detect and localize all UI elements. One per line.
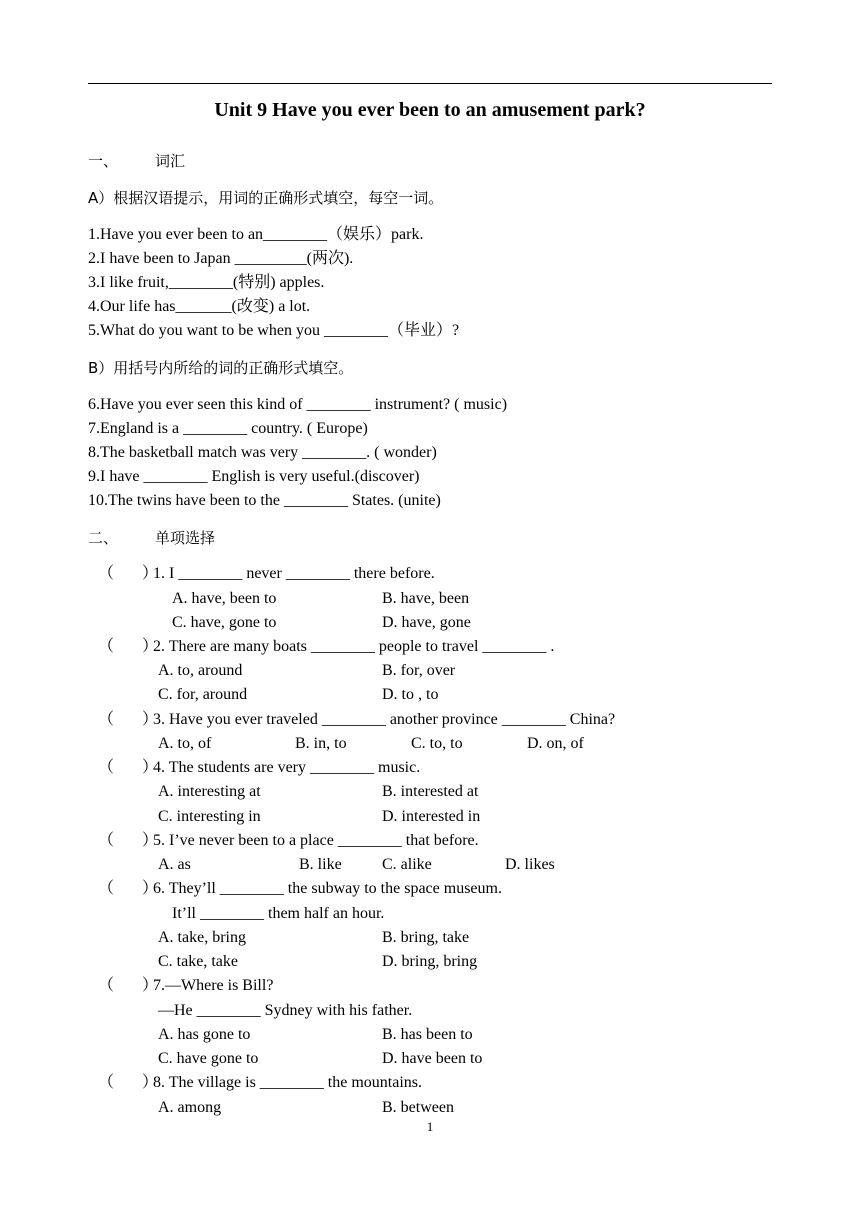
question-7-option-d: D. have been to <box>382 1050 483 1067</box>
question-7-option-b: B. has been to <box>382 1026 473 1043</box>
question-7-stem: 7.—Where is Bill? <box>153 977 274 994</box>
partB-item-8: 8.The basketball match was very ________. ( wonder) <box>88 444 437 461</box>
partA-item-5: 5.What do you want to be when you ________（毕业）? <box>88 322 460 339</box>
question-4-option-c: C. interesting in <box>158 808 261 825</box>
answer-blank-8[interactable]: （ ） <box>98 1074 159 1091</box>
question-7-option-a: A. has gone to <box>158 1026 251 1043</box>
answer-blank-7[interactable]: （ ） <box>98 977 159 994</box>
question-2-option-d: D. to , to <box>382 686 439 703</box>
partA-item-2: 2.I have been to Japan _________(两次). <box>88 250 354 267</box>
question-3-option-c: C. to, to <box>411 735 463 752</box>
section1-name: 词汇 <box>155 152 186 170</box>
partB-item-9: 9.I have ________ English is very useful.(discover) <box>88 468 420 485</box>
partB-item-7: 7.England is a ________ country. ( Europe) <box>88 420 368 437</box>
answer-blank-2[interactable]: （ ） <box>98 638 159 655</box>
partB-item-10: 10.The twins have been to the ________ States. (unite) <box>88 492 441 509</box>
question-5-stem: 5. I’ve never been to a place ________ that before. <box>153 832 479 849</box>
question-4-stem: 4. The students are very ________ music. <box>153 759 421 776</box>
question-2-option-a: A. to, around <box>158 662 243 679</box>
question-4-option-d: D. interested in <box>382 808 481 825</box>
answer-blank-4[interactable]: （ ） <box>98 759 159 776</box>
partA-item-3: 3.I like fruit,________(特别) apples. <box>88 274 325 291</box>
question-3-stem: 3. Have you ever traveled ________ another province ________ China? <box>153 711 616 728</box>
page-title: Unit 9 Have you ever been to an amusement park? <box>214 99 646 121</box>
page-number: 1 <box>426 1119 434 1134</box>
question-7-stem-line2: —He ________ Sydney with his father. <box>158 1002 413 1019</box>
question-8-option-a: A. among <box>158 1099 222 1116</box>
question-1-option-d: D. have, gone <box>382 614 471 631</box>
question-2-option-c: C. for, around <box>158 686 248 703</box>
section1-number: 一、 <box>88 152 119 170</box>
partB-item-6: 6.Have you ever seen this kind of ________ instrument? ( music) <box>88 396 508 413</box>
answer-blank-6[interactable]: （ ） <box>98 880 159 897</box>
question-6-option-a: A. take, bring <box>158 929 246 946</box>
question-8-stem: 8. The village is ________ the mountains. <box>153 1074 423 1091</box>
question-5-option-c: C. alike <box>382 856 432 873</box>
partA-instruction: A）根据汉语提示，用词的正确形式填空，每空一词。 <box>88 189 444 207</box>
question-3-option-d: D. on, of <box>527 735 584 752</box>
question-1-option-b: B. have, been <box>382 590 470 607</box>
answer-blank-1[interactable]: （ ） <box>98 565 159 582</box>
partA-item-1: 1.Have you ever been to an________（娱乐）park. <box>88 226 424 243</box>
question-6-stem-line2: It’ll ________ them half an hour. <box>172 905 385 922</box>
partB-instruction: B）用括号内所给的词的正确形式填空。 <box>88 359 354 377</box>
section2-name: 单项选择 <box>155 529 216 547</box>
question-3-option-b: B. in, to <box>295 735 347 752</box>
question-1-option-a: A. have, been to <box>172 590 277 607</box>
question-8-option-b: B. between <box>382 1099 454 1116</box>
question-5-option-a: A. as <box>158 856 191 873</box>
question-1-option-c: C. have, gone to <box>172 614 277 631</box>
partA-item-4: 4.Our life has_______(改变) a lot. <box>88 298 311 315</box>
answer-blank-5[interactable]: （ ） <box>98 832 159 849</box>
answer-blank-3[interactable]: （ ） <box>98 711 159 728</box>
question-6-option-c: C. take, take <box>158 953 238 970</box>
header-rule <box>88 83 772 84</box>
question-2-stem: 2. There are many boats ________ people to travel ________ . <box>153 638 555 655</box>
question-6-option-b: B. bring, take <box>382 929 470 946</box>
question-3-option-a: A. to, of <box>158 735 212 752</box>
question-5-option-d: D. likes <box>505 856 555 873</box>
question-7-option-c: C. have gone to <box>158 1050 259 1067</box>
question-4-option-b: B. interested at <box>382 783 479 800</box>
question-2-option-b: B. for, over <box>382 662 456 679</box>
question-5-option-b: B. like <box>299 856 342 873</box>
question-4-option-a: A. interesting at <box>158 783 261 800</box>
section2-number: 二、 <box>88 529 119 547</box>
question-1-stem: 1. I ________ never ________ there before. <box>153 565 435 582</box>
question-6-stem: 6. They’ll ________ the subway to the space museum. <box>153 880 502 897</box>
question-6-option-d: D. bring, bring <box>382 953 478 970</box>
